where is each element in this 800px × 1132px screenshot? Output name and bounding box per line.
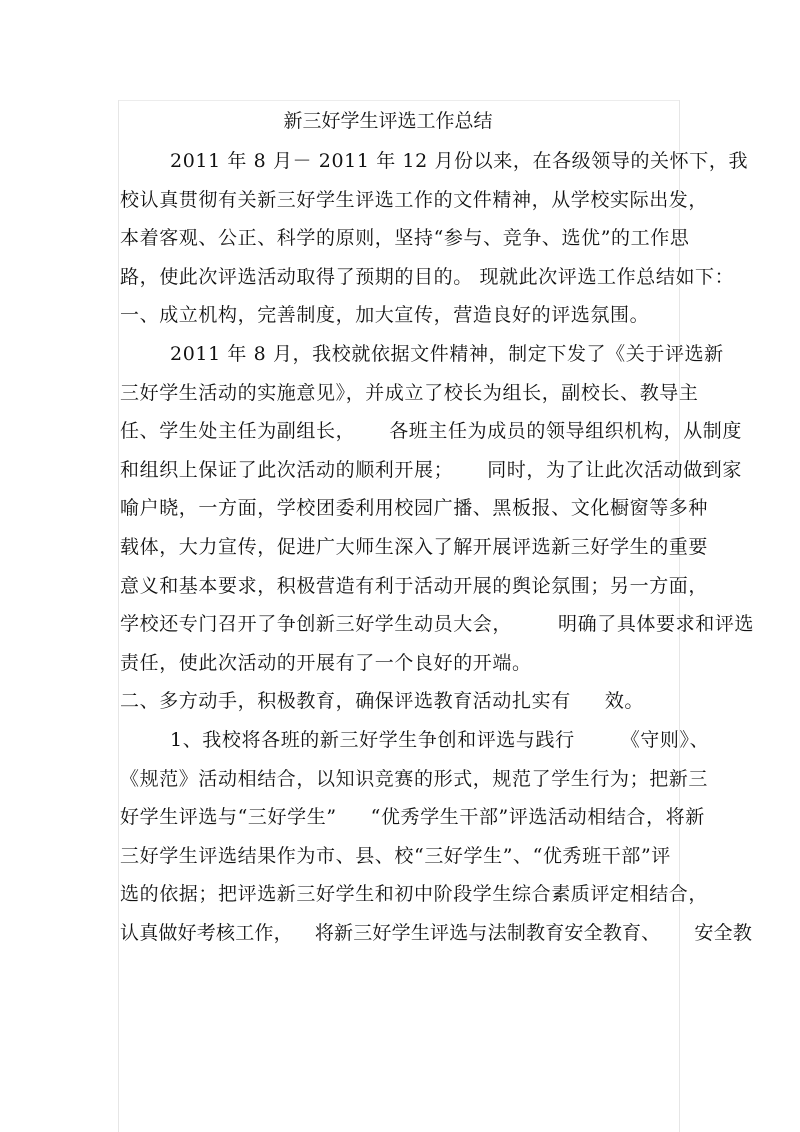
section-heading-1: 一、成立机构，完善制度，加大宣传，营造良好的评选氛围。 [120, 304, 650, 327]
line-segment: 《守则》、 [620, 728, 710, 751]
paragraph-line: 2011 年 8 月，我校就依据文件精神，制定下发了《关于评选新 [170, 342, 724, 365]
line-segment: 任、学生处主任为副组长， [120, 420, 356, 443]
line-segment: 效。 [604, 690, 645, 713]
paragraph-line: 2011 年 8 月－ 2011 年 12 月份以来，在各级领导的关怀下，我 [170, 150, 749, 172]
page-border-top [118, 100, 680, 101]
paragraph-line: 三好学生评选结果作为市、县、校“三好学生”、“优秀班干部”评 [120, 844, 671, 867]
line-segment: 1、我校将各班的新三好学生争创和评选与践行 [170, 728, 575, 751]
page-border-left [118, 100, 119, 1132]
paragraph-line [120, 609, 755, 648]
document-title-text: 新三好学生评选工作总结 [283, 110, 493, 132]
document-title [0, 106, 800, 136]
paragraph-line: 路，使此次评选活动取得了预期的目的。 现就此次评选工作总结如下： [120, 265, 735, 288]
paragraph-line [120, 802, 705, 841]
paragraph-line: 选的依据；把评选新三好学生和初中阶段学生综合素质评定相结合， [120, 883, 709, 906]
paragraph-line: 喻户晓，一方面，学校团委利用校园广播、黑板报、文化橱窗等多种 [120, 497, 709, 520]
line-segment: 将新三好学生评选与法制教育安全教育、 [314, 921, 661, 944]
paragraph-line [120, 455, 743, 494]
document-body [120, 146, 755, 956]
line-segment: 和组织上保证了此次活动的顺利开展； [120, 458, 454, 481]
paragraph-line: 载体，大力宣传，促进广大师生深入了解开展评选新三好学生的重要 [120, 535, 709, 558]
line-segment: 同时，为了让此次活动做到家 [487, 458, 743, 481]
line-segment: 安全教 [694, 921, 753, 944]
paragraph-line: 意义和基本要求，积极营造有利于活动开展的舆论氛围；另一方面， [120, 574, 709, 597]
paragraph-line: 本着客观、公正、科学的原则，坚持“参与、竞争、选优”的工作思 [120, 227, 690, 250]
line-segment: 明确了具体要求和评选 [558, 613, 755, 636]
paragraph-line: 责任，使此次活动的开展有了一个良好的开端。 [120, 651, 532, 674]
line-segment: 好学生评选与“三好学生” [120, 806, 337, 829]
line-segment: “优秀学生干部”评选活动相结合，将新 [370, 806, 705, 829]
paragraph-line [120, 918, 753, 957]
paragraph-line: 三好学生活动的实施意见》，并成立了校长为组长，副校长、教导主 [120, 381, 699, 404]
paragraph-line: 校认真贯彻有关新三好学生评选工作的文件精神，从学校实际出发， [120, 188, 709, 211]
line-segment: 二、多方动手，积极教育，确保评选教育活动扎实有 [120, 690, 571, 713]
line-segment: 认真做好考核工作， [120, 921, 293, 944]
paragraph-line [120, 416, 743, 455]
paragraph-line [120, 725, 710, 764]
section-heading-2 [120, 686, 685, 725]
paragraph-line: 《规范》活动相结合，以知识竞赛的形式，规范了学生行为；把新三 [120, 767, 709, 790]
line-segment: 学校还专门召开了争创新三好学生动员大会， [120, 613, 513, 636]
line-segment: 各班主任为成员的领导组织机构，从制度 [389, 420, 743, 443]
